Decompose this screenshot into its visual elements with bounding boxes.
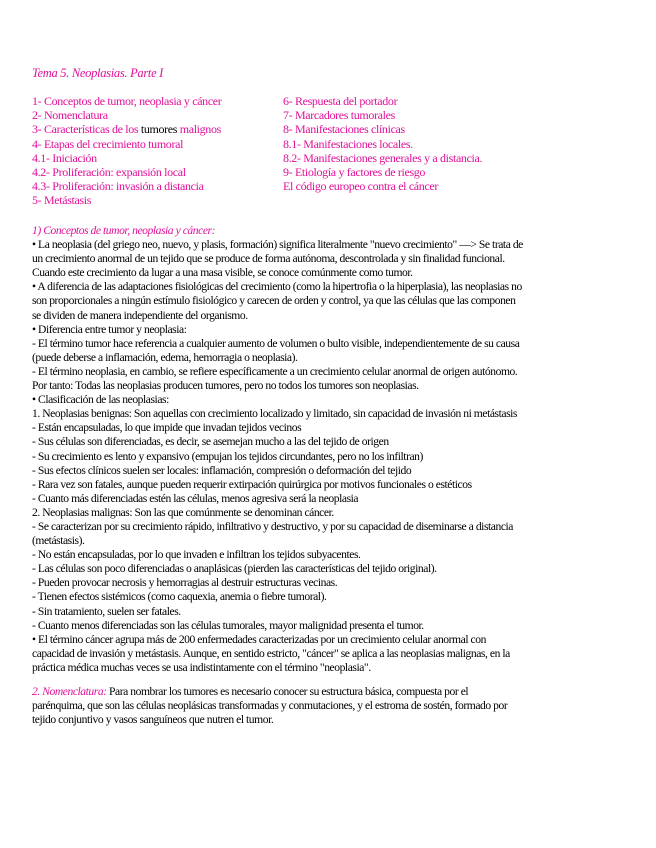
paragraph-line: Cuando este crecimiento da lugar a una masa visible, se conoce comúnmente como tumor. — [32, 266, 413, 280]
toc-item-part: malignos — [177, 122, 221, 137]
paragraph-line: (metástasis). — [32, 534, 85, 548]
paragraph-line: - Se caracterizan por su crecimiento rápido, infiltrativo y destructivo, y por su capacidad de diseminarse a distancia — [32, 519, 513, 533]
paragraph-line: • La neoplasia (del griego neo, nuevo, y plasis, formación) significa literalmente "nuevo crecimiento" —> Se trata de — [32, 238, 523, 252]
paragraph-line: - Cuanto más diferenciadas estén las células, menos agresiva será la neoplasia — [32, 491, 359, 505]
paragraph-line: práctica médica muchas veces se usa indistintamente con el término "neoplasia". — [32, 660, 371, 674]
paragraph-line: un crecimiento anormal de un tejido que se produce de forma autónoma, descontrolada y sin finalidad funcional. — [32, 252, 505, 266]
paragraph-line: - Las células son poco diferenciadas o anaplásicas (pierden las características del tejido original). — [32, 562, 437, 576]
paragraph-line — [32, 685, 624, 699]
section-heading: 1) Conceptos de tumor, neoplasia y cáncer: — [32, 224, 215, 237]
toc-item: 1- Conceptos de tumor, neoplasia y cáncer — [32, 94, 222, 108]
toc-item-part: 3- Características de los — [32, 122, 141, 137]
paragraph-line: - Sin tratamiento, suelen ser fatales. — [32, 604, 181, 618]
paragraph-line: - No están encapsuladas, por lo que invaden e infiltran los tejidos subyacentes. — [32, 548, 361, 562]
paragraph-line: parénquima, que son las células neoplásicas transformadas y conmutaciones, y el estroma de sostén, formado por — [32, 699, 508, 713]
toc-item-part-dark: tumores — [140, 122, 178, 137]
toc-item: 8.1- Manifestaciones locales. — [283, 136, 413, 151]
paragraph-line: - Están encapsuladas, lo que impide que invadan tejidos vecinos — [32, 421, 302, 435]
toc-item: 5- Metástasis — [32, 193, 92, 208]
toc-item: El código europeo contra el cáncer — [283, 179, 439, 194]
section-gap — [32, 675, 624, 685]
paragraph-line: - Rara vez son fatales, aunque pueden requerir extirpación quirúrgica por motivos funcionales o estéticos — [32, 477, 472, 491]
toc-item: 4.1- Iniciación — [32, 150, 97, 165]
paragraph-line: - Sus células son diferenciadas, es decir, se asemejan mucho a las del tejido de origen — [32, 435, 389, 449]
toc-item: 8.2- Manifestaciones generales y a distancia. — [283, 150, 483, 165]
paragraph-line: - Su crecimiento es lento y expansivo (empujan los tejidos circundantes, pero no los infiltran) — [32, 449, 423, 463]
toc-item: 7- Marcadores tumorales — [283, 108, 395, 123]
paragraph-line: • El término cáncer agrupa más de 200 enfermedades caracterizadas por un crecimiento celular anormal con — [32, 632, 486, 646]
paragraph-line: - Cuanto menos diferenciadas son las células tumorales, mayor malignidad presenta el tumor. — [32, 618, 424, 632]
toc-item: 4- Etapas del crecimiento tumoral — [32, 136, 184, 151]
paragraph-line: - El término neoplasia, en cambio, se refiere específicamente a un crecimiento celular anormal de origen autónomo. — [32, 364, 518, 378]
paragraph-line: (puede deberse a inflamación, edema, hemorragia o neoplasia). — [32, 350, 298, 364]
paragraph-line: • Clasificación de las neoplasias: — [32, 393, 169, 407]
paragraph-line: - Pueden provocar necrosis y hemorragias al destruir estructuras vecinas. — [32, 576, 338, 590]
paragraph-line: capacidad de invasión y metástasis. Aunque, en sentido estricto, "cáncer" se aplica a las neoplasias malignas, en la — [32, 646, 510, 660]
toc-item: 6- Respuesta del portador — [283, 94, 398, 108]
toc-right-column — [283, 94, 482, 193]
section-heading: 2. Nomenclatura: — [32, 685, 107, 698]
paragraph-line: tejido conjuntivo y vasos sanguíneos que nutren el tumor. — [32, 713, 274, 727]
paragraph-line: • Diferencia entre tumor y neoplasia: — [32, 322, 187, 336]
paragraph-line: • A diferencia de las adaptaciones fisiológicas del crecimiento (como la hipertrofia o la hiperplasia), las neoplasias no — [32, 280, 522, 294]
toc-item: 9- Etiología y factores de riesgo — [283, 164, 426, 179]
document-body — [32, 224, 624, 727]
paragraph-line: - El término tumor hace referencia a cualquier aumento de volumen o bulto visible, independientemente de su causa — [32, 336, 520, 350]
toc-left-column — [32, 94, 221, 208]
paragraph-text: Para nombrar los tumores es necesario conocer su estructura básica, compuesta por el — [106, 685, 469, 698]
toc-item: 8- Manifestaciones clínicas — [283, 122, 405, 137]
toc-item: 4.3- Proliferación: invasión a distancia — [32, 179, 204, 194]
paragraph-line: - Sus efectos clínicos suelen ser locales: inflamación, compresión o deformación del tejido — [32, 463, 412, 477]
paragraph-line: Por tanto: Todas las neoplasias producen tumores, pero no todos los tumores son neoplasias. — [32, 379, 419, 393]
paragraph-line: - Tienen efectos sistémicos (como caquexia, anemia o fiebre tumoral). — [32, 590, 327, 604]
paragraph-line: se dividen de manera independiente del organismo. — [32, 308, 248, 322]
paragraph-line: son proporcionales a ningún estímulo fisiológico y carecen de orden y control, ya que las células que las componen — [32, 294, 516, 308]
toc-item — [32, 122, 221, 136]
toc-item: 2- Nomenclatura — [32, 108, 108, 123]
toc-item: 4.2- Proliferación: expansión local — [32, 164, 186, 179]
document-title: Tema 5. Neoplasias. Parte I — [32, 66, 164, 80]
paragraph-line: 2. Neoplasias malignas: Son las que comúnmente se denominan cáncer. — [32, 505, 334, 519]
paragraph-line: 1. Neoplasias benignas: Son aquellas con crecimiento localizado y limitado, sin capacidad de invasión ni metástasis — [32, 407, 517, 421]
